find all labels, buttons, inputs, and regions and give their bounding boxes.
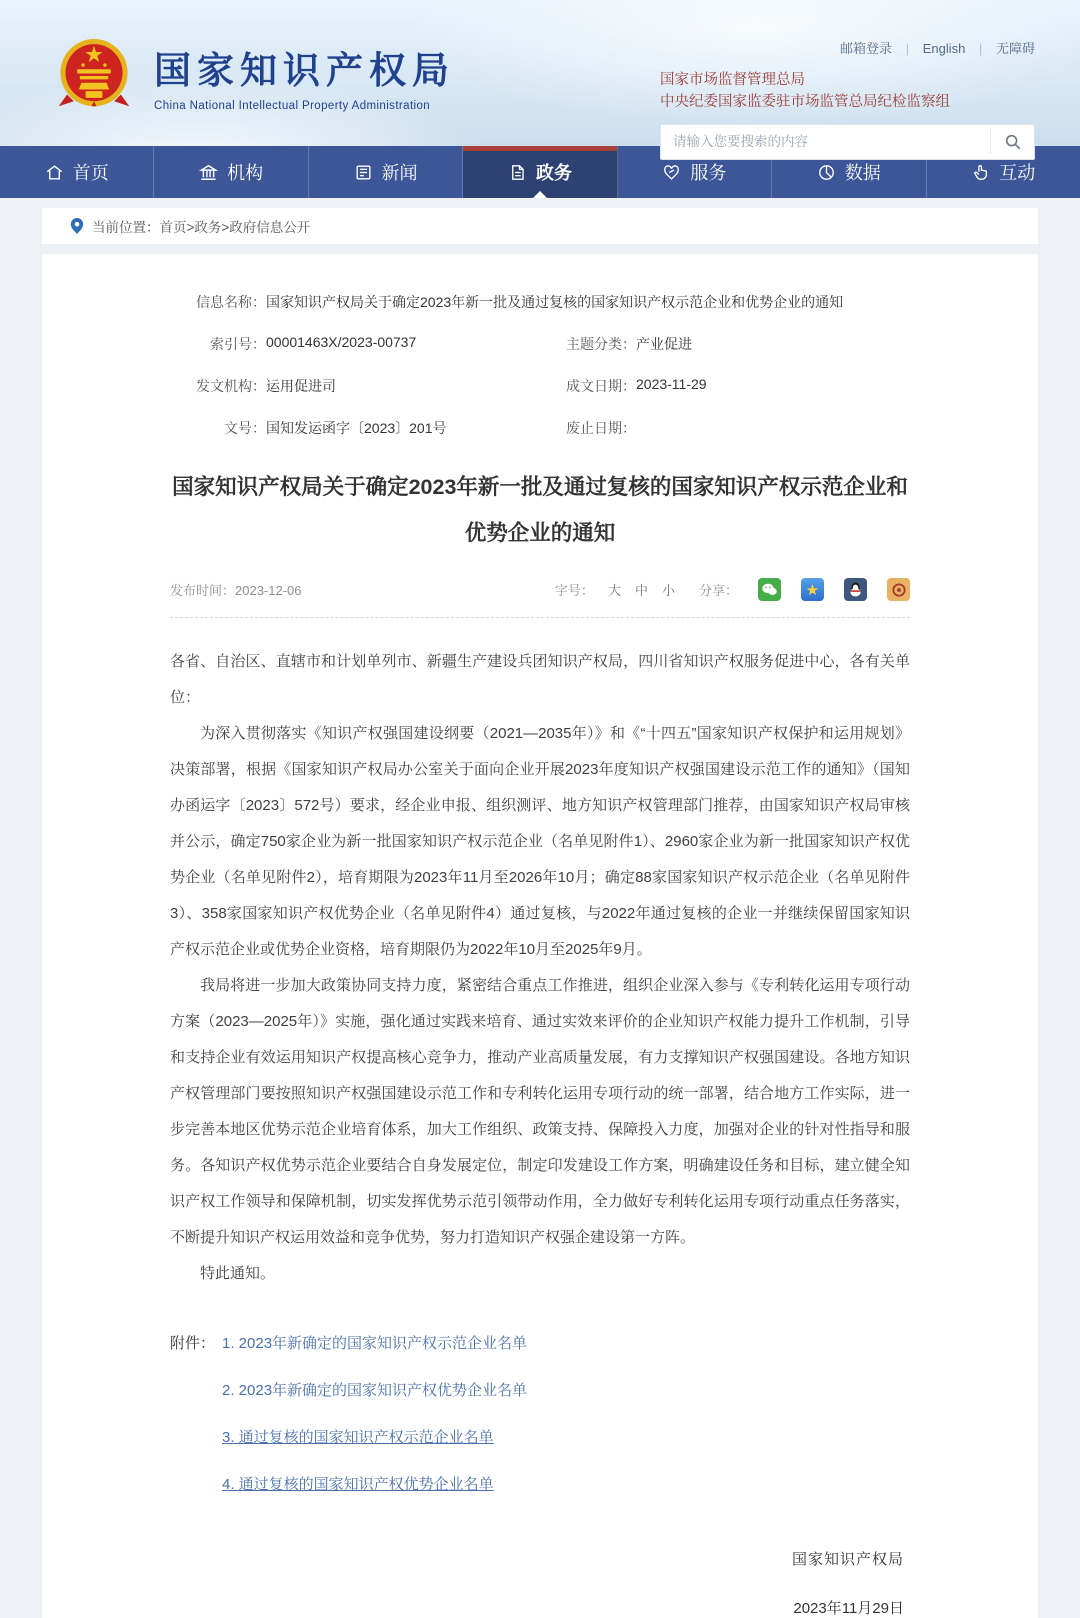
breadcrumb [42,208,1038,244]
body-paragraph: 为深入贯彻落实《知识产权强国建设纲要（2021—2035年）》和《“十四五”国家知识产权保护和运用规划》决策部署，根据《国家知识产权局办公室关于面向企业开展2023年度知识产权强国建设示范工作的通知》（国知办函运字〔2023〕572号）要求，经企业申报、组织测评、地方知识产权管理部门推荐，由国家知识产权局审核并公示，确定750家企业为新一批国家知识产权示范企业（名单见附件1）、2960家企业为新一批国家知识产权优势企业（名单见附件2），培育期限为2023年11月至2026年10月；确定88家国家知识产权示范企业（名单见附件3）、358家国家知识产权优势企业（名单见附件4）通过复核，与2022年通过复核的企业一并继续保留国家知识产权示范企业或优势企业资格，培育期限仍为2022年10月至2025年9月。 [170,725,910,959]
font-size-large-button[interactable]: 大 [607,583,621,599]
repeal-date-label: 废止日期： [566,420,636,436]
body-paragraph: 我局将进一步加大政策协同支持力度，紧密结合重点工作推进，组织企业深入参与《专利转化运用专项行动方案（2023—2025年）》实施，强化通过实践来培育、通过实效来评价的企业知识产权能力提升工作机制，引导和支持企业有效运用知识产权提高核心竞争力，推动产业高质量发展，有力支撑知识产权强国建设。各地方知识产权管理部门要按照知识产权强国建设示范工作和专利转化运用专项行动的统一部署，结合地方工作实际，进一步完善本地区优势示范企业培育体系，加大工作组织、政策支持、保障投入力度，加强对企业的针对性指导和服务。各知识产权优势示范企业要结合自身发展定位，制定印发建设工作方案，明确建设任务和目标，建立健全知识产权工作领导和保障机制，切实发挥优势示范引领带动作用，全力做好专利转化运用专项行动重点任务落实，不断提升知识产权运用效益和竞争优势，努力打造知识产权强企建设第一方阵。 [170,977,910,1247]
nav-item-org[interactable] [154,146,308,198]
english-link[interactable]: English [922,41,966,56]
font-size-label: 字号： [554,583,594,599]
article-body [170,644,910,1292]
nav-item-label: 服务 [690,163,727,183]
attachment-link-1[interactable]: 1. 2023年新确定的国家知识产权示范企业名单 [222,1335,528,1353]
nav-item-services[interactable] [618,146,772,198]
share-label: 分享： [698,583,738,599]
discipline-inspection-link[interactable]: 中央纪委国家监委驻市场监管总局纪检监察组 [660,94,950,111]
breadcrumb-label: 当前位置： [92,220,160,235]
nav-item-label: 政务 [535,163,572,183]
nav-item-label: 新闻 [381,163,418,183]
nav-item-label: 数据 [844,163,881,183]
salutation-paragraph: 各省、自治区、直辖市和计划单列市、新疆生产建设兵团知识产权局，四川省知识产权服务促进中心，各有关单位： [170,653,910,707]
document-info-table [170,292,910,438]
document-meta-row [170,578,910,601]
newspaper-icon [354,163,373,182]
written-date-label: 成文日期： [566,378,636,394]
attachment-link-4[interactable]: 4. 通过复核的国家知识产权优势企业名单 [222,1476,494,1494]
attachments-label: 附件： [170,1335,216,1353]
topic-category-label: 主题分类： [566,336,636,352]
share-qzone-icon[interactable]: ★ [801,578,824,601]
nav-item-label: 首页 [72,163,109,183]
site-title: 国家知识产权局 [154,50,455,91]
publish-time-label: 发布时间： [170,583,236,599]
signature-date: 2023年11月29日 [793,1600,904,1618]
site-brand [52,34,455,118]
font-size-small-button[interactable]: 小 [661,583,675,599]
nav-item-interact[interactable] [927,146,1080,198]
publish-time [170,580,555,599]
share-wechat-icon[interactable] [758,578,781,601]
utility-links [660,38,1035,57]
share-weibo-icon[interactable] [887,578,910,601]
location-pin-icon [70,218,84,234]
signature-block [170,1548,910,1618]
issuing-agency-value: 运用促进司 [266,378,336,394]
issuing-agency-label: 发文机构： [196,378,266,394]
nav-item-home[interactable] [0,146,154,198]
mail-login-link[interactable]: 邮箱登录 [840,41,893,56]
pointer-hand-icon [971,163,990,182]
samr-link[interactable]: 国家市场监督管理总局 [660,72,805,88]
main-nav [0,146,1080,198]
national-emblem-logo [52,34,136,118]
heart-service-icon [662,163,681,182]
home-icon [45,163,64,182]
doc-number-label: 文号： [224,420,266,436]
share-qq-icon[interactable] [844,578,867,601]
bank-icon [199,163,218,182]
page-title: 国家知识产权局关于确定2023年新一批及通过复核的国家知识产权示范企业和优势企业的通知 [172,475,908,546]
closing-paragraph: 特此通知。 [200,1265,276,1283]
pie-chart-icon [817,163,836,182]
site-header [0,0,1080,146]
accessibility-link[interactable]: 无障碍 [995,41,1035,56]
divider [170,617,910,618]
signature-org: 国家知识产权局 [791,1551,904,1569]
content-card [42,254,1038,1618]
nav-item-gov-affairs[interactable] [463,146,617,198]
divider: | [905,41,910,56]
info-name-label: 信息名称： [196,294,266,310]
nav-item-label: 互动 [999,163,1036,183]
info-name-value: 国家知识产权局关于确定2023年新一批及通过复核的国家知识产权示范企业和优势企业的通知 [266,294,844,310]
publish-date: 2023-12-06 [235,583,302,599]
document-icon [508,163,527,182]
index-number-value: 00001463X/2023-00737 [266,334,417,350]
nav-item-label: 机构 [227,163,264,183]
font-size-medium-button[interactable]: 中 [634,583,648,599]
divider: | [978,41,983,56]
nav-item-data[interactable] [772,146,926,198]
site-subtitle: China National Intellectual Property Administration [154,100,431,112]
index-number-label: 索引号： [210,336,266,352]
attachment-link-2[interactable]: 2. 2023年新确定的国家知识产权优势企业名单 [222,1382,528,1400]
topic-category-value: 产业促进 [636,336,692,352]
breadcrumb-path[interactable]: 首页>政务>政府信息公开 [159,220,311,235]
written-date-value: 2023-11-29 [636,376,707,392]
doc-number-value: 国知发运函字〔2023〕201号 [266,420,447,436]
attachments-section [170,1332,910,1520]
attachment-link-3[interactable]: 3. 通过复核的国家知识产权示范企业名单 [222,1429,494,1447]
related-org-links [660,69,1035,114]
nav-item-news[interactable] [309,146,463,198]
